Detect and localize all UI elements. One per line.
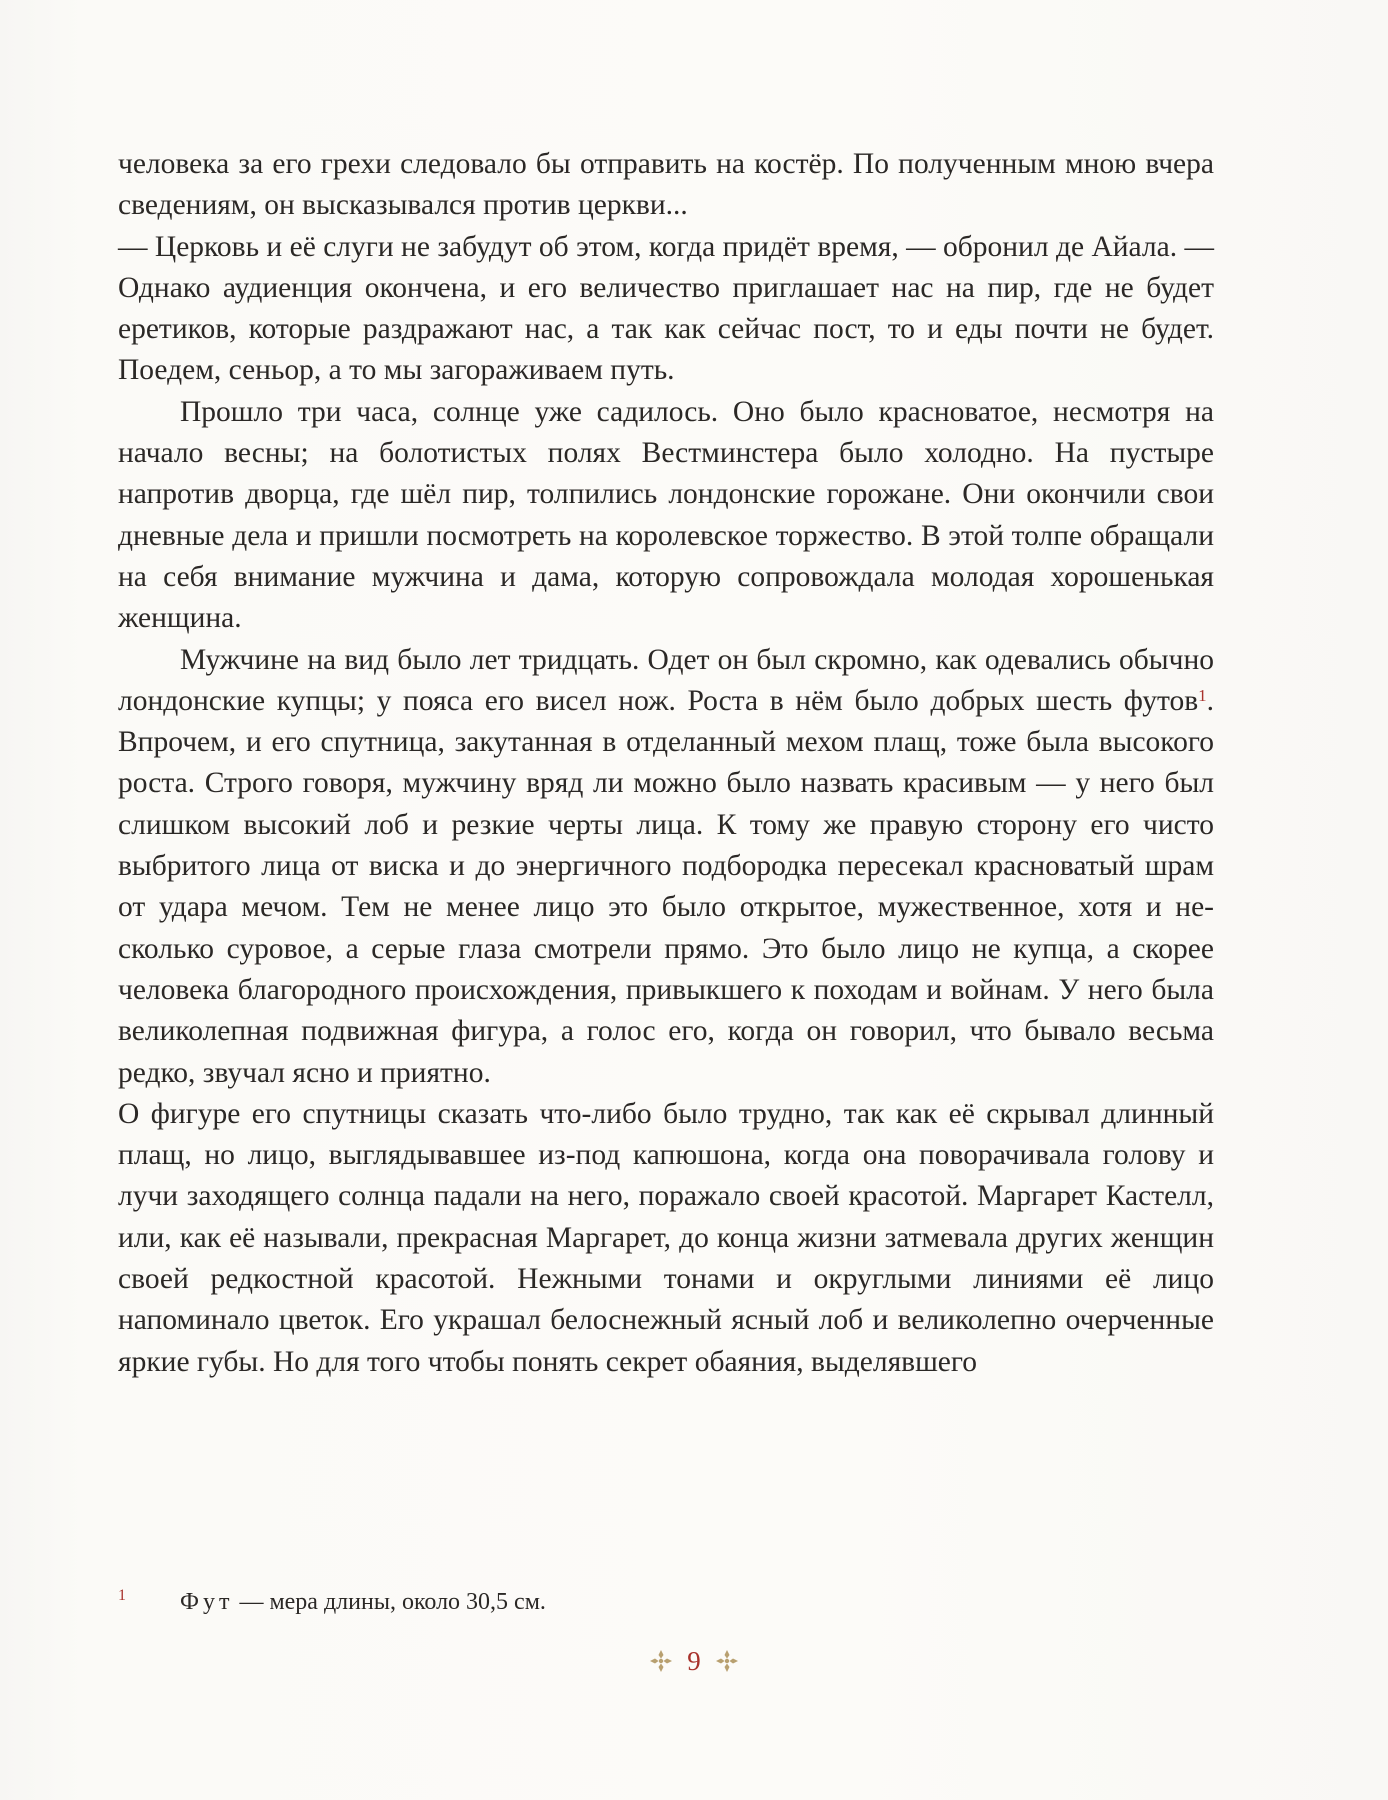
cross-ornament-icon <box>649 1649 673 1673</box>
paragraph-3: Прошло три часа, солнце уже садилось. Оно было красноватое, несмотря на начало весны; на болотистых полях Вестминстера было холодно. На пустыре напротив дворца, где шёл пир, толпились лондонские горожане. Они окончили свои дневные дела и пришли посмотреть на королевское торжество. В этой толпе обращали на себя внимание мужчина и дама, которую сопровождала молодая хорошенькая женщина. <box>118 395 1214 635</box>
cross-ornament-icon <box>715 1649 739 1673</box>
paragraph-4 <box>118 640 1214 1094</box>
paragraph-2: — Церковь и её слуги не забудут об этом, когда придёт время, — обронил де Айала. — Однако аудиенция окончена, и его величество приглашает нас на пир, где не будет еретиков, которые раздражают нас, а так как сейчас пост, то и еды почти не будет. Поедем, сеньор, а то мы загораживаем путь. <box>118 230 1214 387</box>
page-number: 9 <box>687 1646 701 1676</box>
page-number-block <box>0 1646 1388 1676</box>
footnote-term: Фут <box>180 1589 234 1615</box>
body-text <box>118 144 1214 1383</box>
footnote-text: — мера длины, около 30,5 см. <box>233 1589 546 1615</box>
footnote-number: 1 <box>118 1587 126 1604</box>
footnote-marker[interactable]: 1 <box>1198 686 1207 706</box>
paragraph-5: О фигуре его спутницы сказать что-либо было трудно, так как её скрывал длинный плащ, но лицо, выглядывавшее из-под капюшона, когда она поворачивала голову и лучи заходящего солнца падали на него, поражало своей красотой. Маргарет Кастелл, или, как её называли, прекрасная Маргарет, до конца жизни затмевала других женщин своей редкостной красотой. Нежными тонами и округлыми линиями её лицо напоминало цветок. Его украшал белоснежный ясный лоб и великолепно очерченные яркие губы. Но для того чтобы понять секрет обаяния, выделявшего <box>118 1097 1214 1378</box>
paragraph-1: человека за его грехи следовало бы отправить на костёр. По полученным мною вчера сведениям, он высказывался против церкви... <box>118 148 1214 222</box>
paragraph-4-end: . Впрочем, и его спутница, закутанная в отделанный мехом плащ, тоже была высокого роста. Строго говоря, мужчину вряд ли можно было назвать красивым — у него был слишком высокий лоб и резкие черты лица. К тому же правую сторону его чисто выбритого лица от виска и до энергичного подбородка пересекал красноватый шрам от удара мечом. Тем не менее лицо это было открытое, мужественное, хотя и несколько суровое, а серые глаза смотрели прямо. Это было лицо не купца, а скорее человека благородного происхождения, привыкшего к походам и войнам. У него была великолепная подвижная фигура, а голос его, когда он говорил, что бывало весьма редко, звучал ясно и приятно. <box>118 684 1214 1089</box>
paragraph-4-start: Мужчине на вид было лет тридцать. Одет он был скромно, как одевались обычно лондонские купцы; у пояса его висел нож. Роста в нём было добрых шесть футов <box>118 643 1214 717</box>
footnote <box>118 1586 1214 1621</box>
footnote-body <box>180 1586 546 1618</box>
